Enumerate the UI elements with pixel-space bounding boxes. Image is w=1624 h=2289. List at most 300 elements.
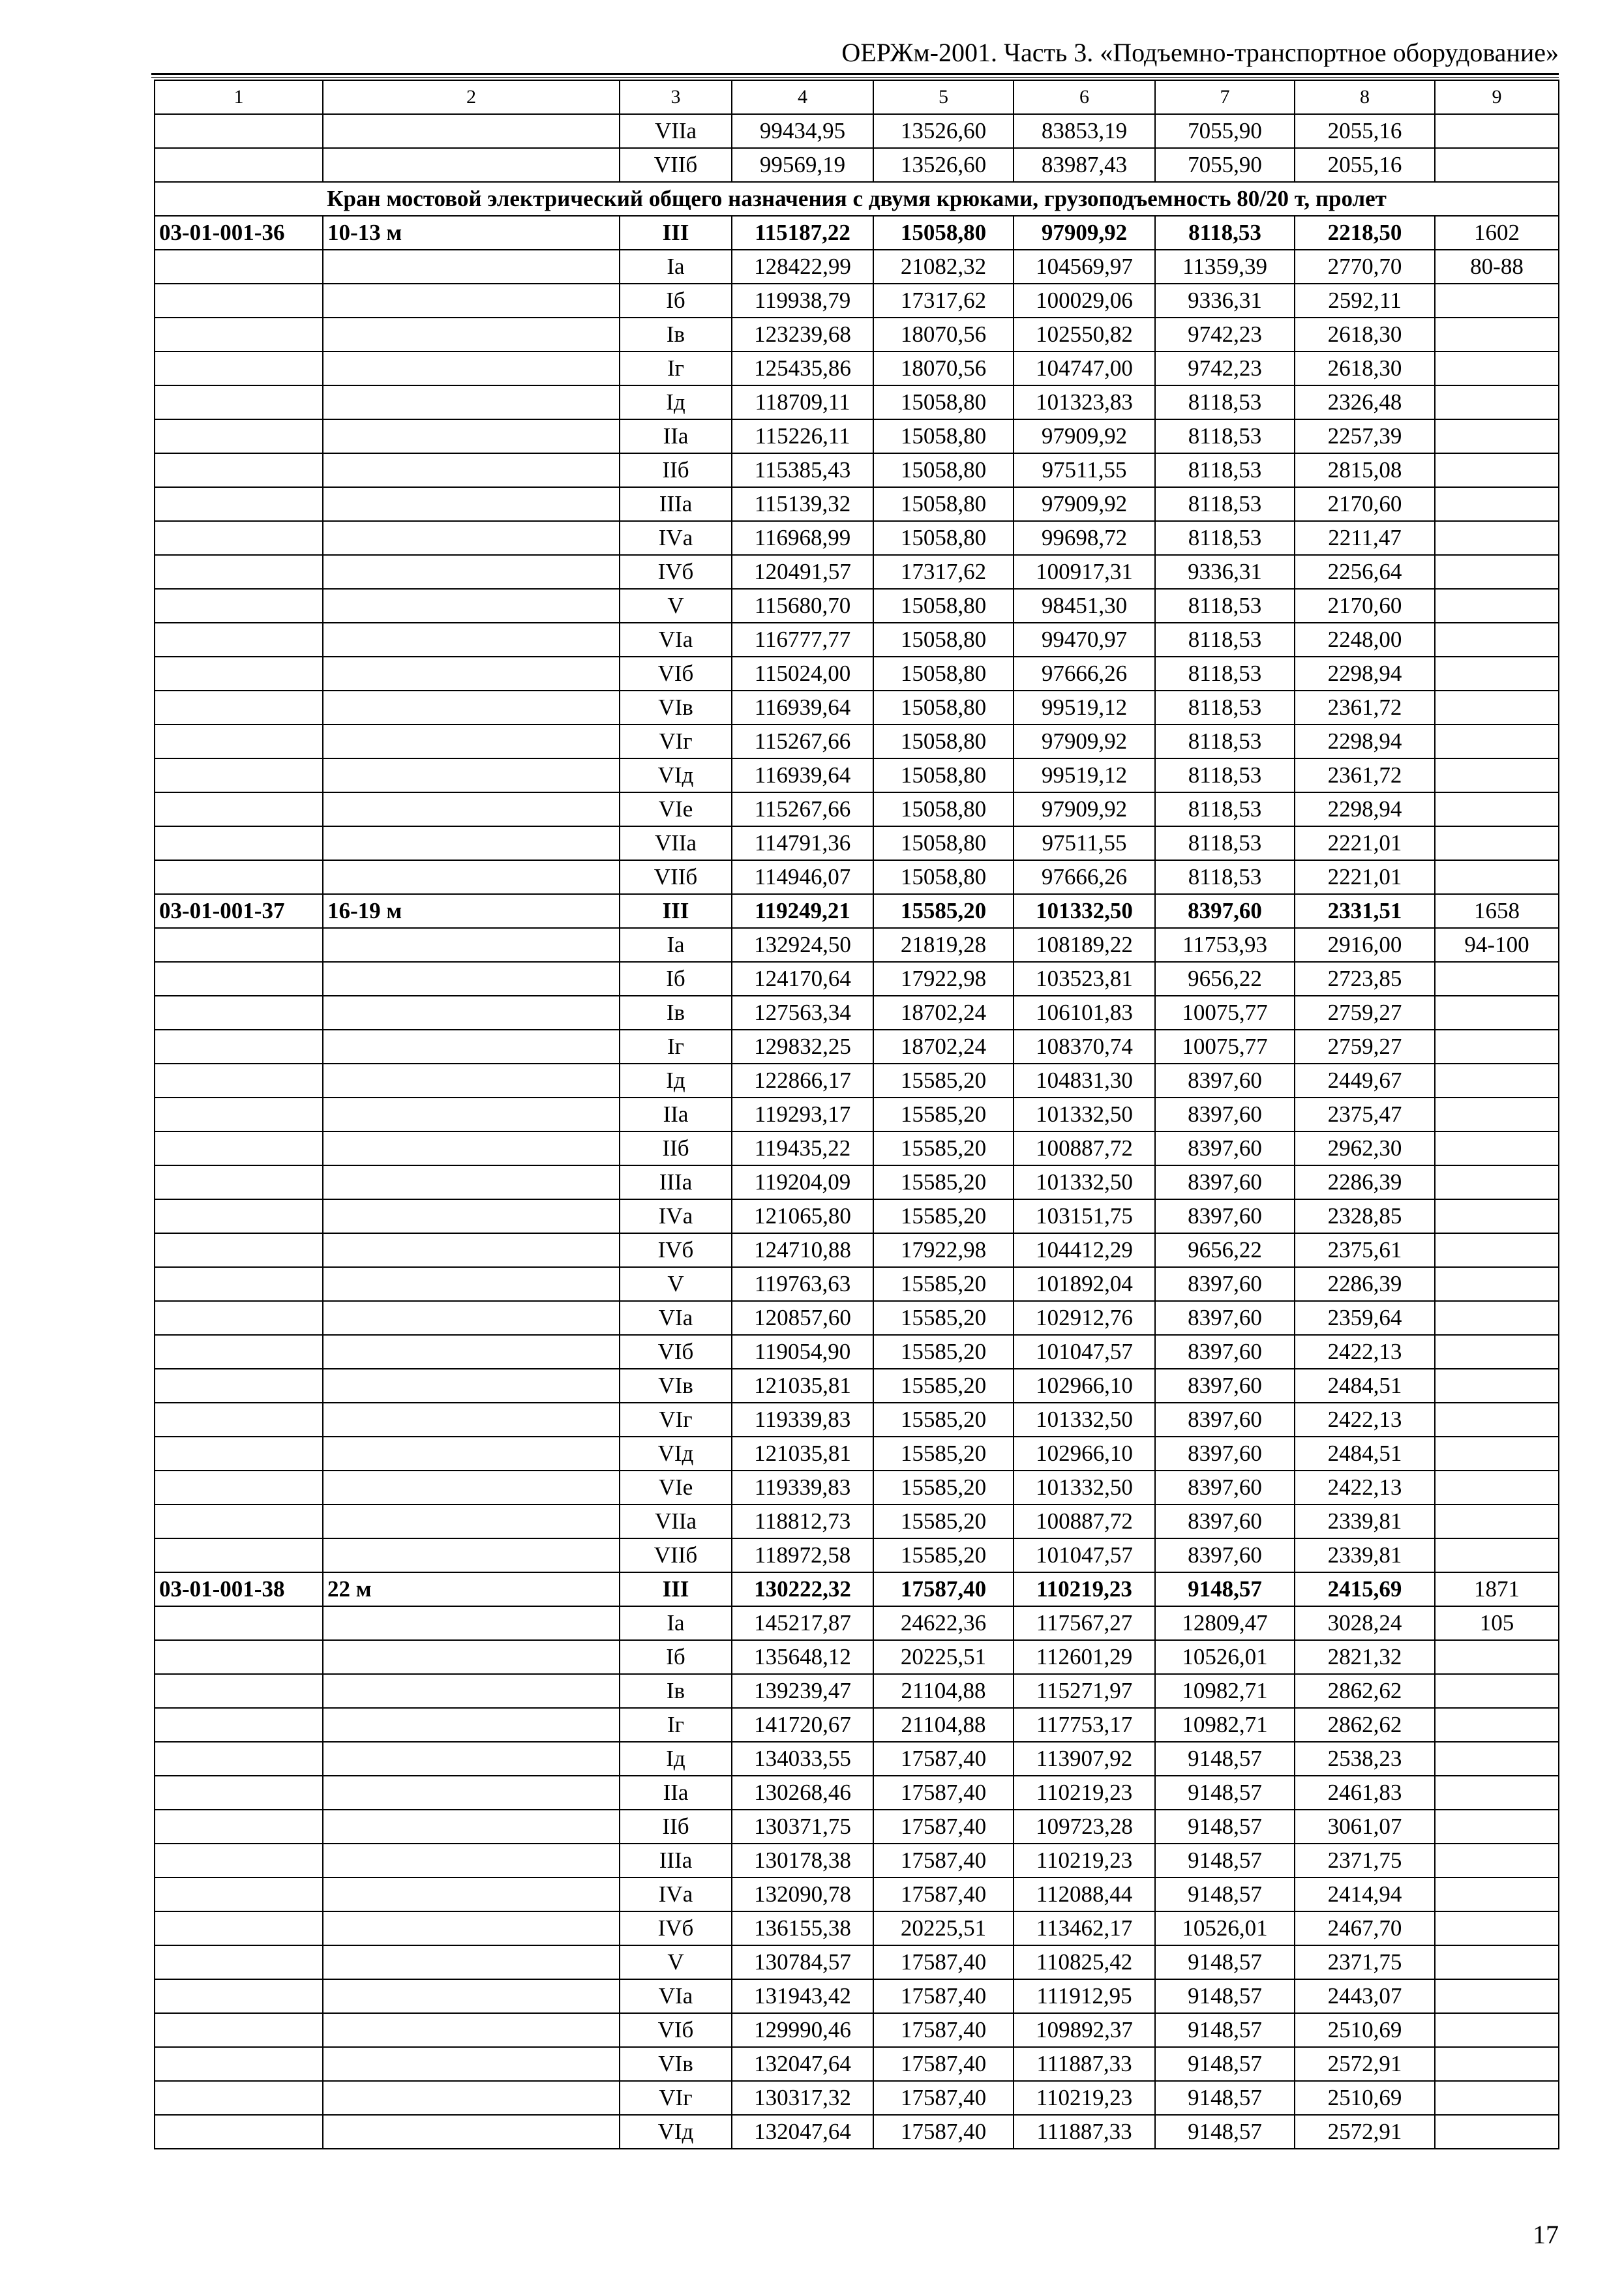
value-cell: Iв (620, 318, 732, 352)
value-cell: 2286,39 (1295, 1165, 1435, 1199)
value-cell: 2484,51 (1295, 1369, 1435, 1403)
col9-cell (1435, 1504, 1559, 1538)
value-cell: 17922,98 (873, 1233, 1014, 1267)
value-cell: 120491,57 (732, 555, 873, 589)
span-cell (323, 1844, 620, 1878)
span-cell (323, 1708, 620, 1742)
value-cell: 118972,58 (732, 1538, 873, 1572)
span-cell (323, 1301, 620, 1335)
table-row (155, 2013, 1559, 2047)
value-cell: 8118,53 (1155, 589, 1295, 623)
table-row (155, 792, 1559, 826)
value-cell: 10982,71 (1155, 1708, 1295, 1742)
value-cell: 8118,53 (1155, 725, 1295, 758)
value-cell: 2375,61 (1295, 1233, 1435, 1267)
table-row (155, 1674, 1559, 1708)
value-cell: 99434,95 (732, 114, 873, 148)
code-cell (155, 1437, 323, 1471)
code-cell (155, 148, 323, 182)
value-cell: 2298,94 (1295, 792, 1435, 826)
value-cell: 2916,00 (1295, 928, 1435, 962)
code-cell (155, 1098, 323, 1131)
value-cell: 12809,47 (1155, 1606, 1295, 1640)
col9-cell (1435, 1911, 1559, 1945)
value-cell: 119249,21 (732, 894, 873, 928)
value-cell: 13526,60 (873, 148, 1014, 182)
value-cell: 8118,53 (1155, 487, 1295, 521)
table-row (155, 555, 1559, 589)
value-cell: 101332,50 (1014, 1471, 1155, 1504)
value-cell: 2371,75 (1295, 1945, 1435, 1979)
col9-cell (1435, 758, 1559, 792)
value-cell: 128422,99 (732, 250, 873, 284)
value-cell: IVб (620, 1233, 732, 1267)
value-cell: 2821,32 (1295, 1640, 1435, 1674)
value-cell: 15058,80 (873, 453, 1014, 487)
col9-cell (1435, 2081, 1559, 2115)
col9-cell (1435, 657, 1559, 691)
value-cell: 136155,38 (732, 1911, 873, 1945)
table-row (155, 894, 1559, 928)
value-cell: 2422,13 (1295, 1471, 1435, 1504)
value-cell: 100917,31 (1014, 555, 1155, 589)
table-row (155, 1945, 1559, 1979)
span-cell (323, 860, 620, 894)
span-cell (323, 792, 620, 826)
value-cell: 104569,97 (1014, 250, 1155, 284)
col9-cell (1435, 2115, 1559, 2149)
code-cell (155, 1335, 323, 1369)
value-cell: 2449,67 (1295, 1064, 1435, 1098)
span-cell (323, 623, 620, 657)
span-cell (323, 453, 620, 487)
value-cell: 101047,57 (1014, 1538, 1155, 1572)
span-cell (323, 352, 620, 385)
col9-cell (1435, 1233, 1559, 1267)
value-cell: 2361,72 (1295, 758, 1435, 792)
table-row (155, 928, 1559, 962)
value-cell: 9148,57 (1155, 1810, 1295, 1844)
value-cell: 130317,32 (732, 2081, 873, 2115)
value-cell: 2170,60 (1295, 487, 1435, 521)
value-cell: 2422,13 (1295, 1335, 1435, 1369)
value-cell: 7055,90 (1155, 114, 1295, 148)
value-cell: 9148,57 (1155, 2081, 1295, 2115)
value-cell: 8397,60 (1155, 1437, 1295, 1471)
value-cell: Iд (620, 1742, 732, 1776)
value-cell: III (620, 216, 732, 250)
value-cell: 15058,80 (873, 725, 1014, 758)
value-cell: 113907,92 (1014, 1742, 1155, 1776)
value-cell: Iб (620, 1640, 732, 1674)
code-cell (155, 725, 323, 758)
value-cell: VIIа (620, 114, 732, 148)
value-cell: 110219,23 (1014, 1844, 1155, 1878)
span-cell (323, 1606, 620, 1640)
value-cell: 115226,11 (732, 419, 873, 453)
col9-cell (1435, 1878, 1559, 1911)
value-cell: 3061,07 (1295, 1810, 1435, 1844)
value-cell: 2339,81 (1295, 1538, 1435, 1572)
col9-cell: 1658 (1435, 894, 1559, 928)
value-cell: 17587,40 (873, 1979, 1014, 2013)
value-cell: 121035,81 (732, 1369, 873, 1403)
value-cell: 2415,69 (1295, 1572, 1435, 1606)
value-cell: 21082,32 (873, 250, 1014, 284)
col9-cell (1435, 2013, 1559, 2047)
value-cell: 130268,46 (732, 1776, 873, 1810)
value-cell: 8118,53 (1155, 419, 1295, 453)
value-cell: 8397,60 (1155, 1403, 1295, 1437)
code-cell (155, 657, 323, 691)
value-cell: 2414,94 (1295, 1878, 1435, 1911)
col9-cell (1435, 1267, 1559, 1301)
col9-cell (1435, 1810, 1559, 1844)
value-cell: Iа (620, 1606, 732, 1640)
value-cell: 97666,26 (1014, 657, 1155, 691)
value-cell: 104412,29 (1014, 1233, 1155, 1267)
table-row (155, 1979, 1559, 2013)
col9-cell: 105 (1435, 1606, 1559, 1640)
code-cell (155, 623, 323, 657)
value-cell: 139239,47 (732, 1674, 873, 1708)
value-cell: 2484,51 (1295, 1437, 1435, 1471)
value-cell: 20225,51 (873, 1911, 1014, 1945)
col9-cell (1435, 1708, 1559, 1742)
col9-cell (1435, 1098, 1559, 1131)
span-cell (323, 385, 620, 419)
value-cell: 15058,80 (873, 691, 1014, 725)
value-cell: 9148,57 (1155, 2115, 1295, 2149)
table-row (155, 758, 1559, 792)
span-cell (323, 691, 620, 725)
value-cell: VIа (620, 1979, 732, 2013)
value-cell: 2286,39 (1295, 1267, 1435, 1301)
value-cell: 101047,57 (1014, 1335, 1155, 1369)
code-cell (155, 1199, 323, 1233)
value-cell: 2510,69 (1295, 2013, 1435, 2047)
value-cell: 110219,23 (1014, 1572, 1155, 1606)
value-cell: Iв (620, 996, 732, 1030)
col9-cell (1435, 419, 1559, 453)
value-cell: IVб (620, 1911, 732, 1945)
value-cell: 15585,20 (873, 894, 1014, 928)
value-cell: 2862,62 (1295, 1708, 1435, 1742)
table-row (155, 1572, 1559, 1606)
value-cell: 101332,50 (1014, 1403, 1155, 1437)
table-row (155, 1199, 1559, 1233)
table-row (155, 1098, 1559, 1131)
value-cell: 17317,62 (873, 284, 1014, 318)
value-cell: 9148,57 (1155, 1945, 1295, 1979)
value-cell: 15585,20 (873, 1131, 1014, 1165)
value-cell: 115267,66 (732, 725, 873, 758)
value-cell: VIа (620, 623, 732, 657)
value-cell: 15585,20 (873, 1538, 1014, 1572)
value-cell: 99569,19 (732, 148, 873, 182)
col9-cell (1435, 1471, 1559, 1504)
value-cell: IVб (620, 555, 732, 589)
span-cell (323, 1878, 620, 1911)
value-cell: 2572,91 (1295, 2047, 1435, 2081)
code-cell (155, 1776, 323, 1810)
table-row (155, 826, 1559, 860)
table-row (155, 284, 1559, 318)
code-cell: 03-01-001-36 (155, 216, 323, 250)
code-cell (155, 114, 323, 148)
table-body (155, 80, 1559, 2149)
value-cell: 2221,01 (1295, 826, 1435, 860)
span-cell (323, 1369, 620, 1403)
value-cell: 8118,53 (1155, 758, 1295, 792)
value-cell: VIв (620, 2047, 732, 2081)
value-cell: VIв (620, 691, 732, 725)
table-row (155, 2047, 1559, 2081)
span-cell (323, 1945, 620, 1979)
value-cell: 118812,73 (732, 1504, 873, 1538)
column-number-row (155, 80, 1559, 114)
value-cell: 18070,56 (873, 352, 1014, 385)
col9-cell (1435, 1335, 1559, 1369)
value-cell: 100029,06 (1014, 284, 1155, 318)
code-cell: 03-01-001-38 (155, 1572, 323, 1606)
header-rule-thick (151, 73, 1559, 75)
table-row (155, 453, 1559, 487)
column-number: 9 (1435, 80, 1559, 114)
col9-cell (1435, 1979, 1559, 2013)
table-row (155, 318, 1559, 352)
col9-cell (1435, 860, 1559, 894)
value-cell: 119054,90 (732, 1335, 873, 1369)
span-cell (323, 1064, 620, 1098)
span-cell (323, 1504, 620, 1538)
value-cell: 2962,30 (1295, 1131, 1435, 1165)
value-cell: 10526,01 (1155, 1640, 1295, 1674)
value-cell: 15058,80 (873, 589, 1014, 623)
value-cell: 119339,83 (732, 1471, 873, 1504)
value-cell: 10526,01 (1155, 1911, 1295, 1945)
value-cell: 15585,20 (873, 1301, 1014, 1335)
table-row (155, 1267, 1559, 1301)
value-cell: 83987,43 (1014, 148, 1155, 182)
span-cell (323, 996, 620, 1030)
table-row (155, 1776, 1559, 1810)
value-cell: 116777,77 (732, 623, 873, 657)
value-cell: 2770,70 (1295, 250, 1435, 284)
code-cell (155, 1945, 323, 1979)
code-cell (155, 1233, 323, 1267)
span-cell (323, 284, 620, 318)
value-cell: 15585,20 (873, 1098, 1014, 1131)
value-cell: 98451,30 (1014, 589, 1155, 623)
value-cell: 2328,85 (1295, 1199, 1435, 1233)
span-cell (323, 555, 620, 589)
value-cell: 109723,28 (1014, 1810, 1155, 1844)
table-row (155, 1504, 1559, 1538)
span-cell (323, 1776, 620, 1810)
value-cell: 9656,22 (1155, 1233, 1295, 1267)
table-row (155, 1165, 1559, 1199)
span-cell (323, 1131, 620, 1165)
table-row (155, 1233, 1559, 1267)
value-cell: Iг (620, 1030, 732, 1064)
code-cell (155, 962, 323, 996)
col9-cell (1435, 148, 1559, 182)
col9-cell (1435, 725, 1559, 758)
span-cell (323, 1437, 620, 1471)
value-cell: 2298,94 (1295, 657, 1435, 691)
value-cell: 8118,53 (1155, 521, 1295, 555)
value-cell: 8397,60 (1155, 1471, 1295, 1504)
value-cell: 115271,97 (1014, 1674, 1155, 1708)
value-cell: 117753,17 (1014, 1708, 1155, 1742)
value-cell: 108370,74 (1014, 1030, 1155, 1064)
table-row (155, 1131, 1559, 1165)
value-cell: 119763,63 (732, 1267, 873, 1301)
value-cell: IIб (620, 453, 732, 487)
value-cell: 134033,55 (732, 1742, 873, 1776)
code-cell (155, 1403, 323, 1437)
value-cell: 119204,09 (732, 1165, 873, 1199)
table-row (155, 1437, 1559, 1471)
value-cell: 101332,50 (1014, 1098, 1155, 1131)
table-row (155, 1335, 1559, 1369)
code-cell (155, 318, 323, 352)
value-cell: 119938,79 (732, 284, 873, 318)
table-row (155, 860, 1559, 894)
span-cell (323, 1267, 620, 1301)
value-cell: 2618,30 (1295, 318, 1435, 352)
value-cell: 9148,57 (1155, 2047, 1295, 2081)
span-cell (323, 318, 620, 352)
col9-cell (1435, 962, 1559, 996)
col9-cell (1435, 1064, 1559, 1098)
column-number: 6 (1014, 80, 1155, 114)
value-cell: IIа (620, 1776, 732, 1810)
span-cell (323, 2115, 620, 2149)
value-cell: VIIб (620, 860, 732, 894)
value-cell: 110219,23 (1014, 2081, 1155, 2115)
value-cell: 115385,43 (732, 453, 873, 487)
table-row (155, 385, 1559, 419)
code-cell (155, 928, 323, 962)
value-cell: 121065,80 (732, 1199, 873, 1233)
code-cell (155, 1844, 323, 1878)
value-cell: 17587,40 (873, 1572, 1014, 1606)
value-cell: VIIб (620, 1538, 732, 1572)
value-cell: 15058,80 (873, 826, 1014, 860)
table-row (155, 1708, 1559, 1742)
value-cell: 9148,57 (1155, 1776, 1295, 1810)
value-cell: 135648,12 (732, 1640, 873, 1674)
col9-cell (1435, 1674, 1559, 1708)
value-cell: 15585,20 (873, 1471, 1014, 1504)
column-number: 1 (155, 80, 323, 114)
value-cell: 130222,32 (732, 1572, 873, 1606)
code-cell (155, 1165, 323, 1199)
col9-cell: 94-100 (1435, 928, 1559, 962)
table-row (155, 1403, 1559, 1437)
value-cell: 2211,47 (1295, 521, 1435, 555)
column-number: 2 (323, 80, 620, 114)
span-cell (323, 521, 620, 555)
col9-cell (1435, 1165, 1559, 1199)
code-cell (155, 250, 323, 284)
col9-cell: 1602 (1435, 216, 1559, 250)
table-row (155, 352, 1559, 385)
value-cell: 118709,11 (732, 385, 873, 419)
span-cell (323, 487, 620, 521)
value-cell: 101332,50 (1014, 894, 1155, 928)
column-number: 8 (1295, 80, 1435, 114)
value-cell: 2331,51 (1295, 894, 1435, 928)
col9-cell (1435, 284, 1559, 318)
value-cell: 9148,57 (1155, 1844, 1295, 1878)
value-cell: 132047,64 (732, 2115, 873, 2149)
value-cell: IIа (620, 419, 732, 453)
value-cell: 121035,81 (732, 1437, 873, 1471)
value-cell: 132090,78 (732, 1878, 873, 1911)
value-cell: 2723,85 (1295, 962, 1435, 996)
span-cell (323, 114, 620, 148)
table-row (155, 216, 1559, 250)
value-cell: Iв (620, 1674, 732, 1708)
span-cell (323, 2013, 620, 2047)
section-title: Кран мостовой электрический общего назначения с двумя крюками, грузоподъемность 80/20 т, пролет (155, 182, 1559, 216)
value-cell: 111887,33 (1014, 2115, 1155, 2149)
value-cell: 2759,27 (1295, 996, 1435, 1030)
table-row (155, 1810, 1559, 1844)
table-row (155, 657, 1559, 691)
span-cell (323, 1199, 620, 1233)
value-cell: 2339,81 (1295, 1504, 1435, 1538)
span-cell (323, 1538, 620, 1572)
value-cell: 132924,50 (732, 928, 873, 962)
value-cell: 8397,60 (1155, 1064, 1295, 1098)
code-cell (155, 453, 323, 487)
code-cell (155, 758, 323, 792)
code-cell (155, 1267, 323, 1301)
value-cell: 116939,64 (732, 691, 873, 725)
value-cell: 17587,40 (873, 1844, 1014, 1878)
span-cell (323, 1165, 620, 1199)
value-cell: 15585,20 (873, 1369, 1014, 1403)
code-cell (155, 1538, 323, 1572)
value-cell: 15058,80 (873, 419, 1014, 453)
value-cell: 8118,53 (1155, 623, 1295, 657)
value-cell: 17587,40 (873, 2115, 1014, 2149)
code-cell (155, 1471, 323, 1504)
value-cell: 8118,53 (1155, 826, 1295, 860)
span-cell (323, 928, 620, 962)
value-cell: 2361,72 (1295, 691, 1435, 725)
value-cell: 112088,44 (1014, 1878, 1155, 1911)
value-cell: 97909,92 (1014, 487, 1155, 521)
value-cell: 15585,20 (873, 1267, 1014, 1301)
table-row (155, 1878, 1559, 1911)
table-row (155, 148, 1559, 182)
table-row (155, 2081, 1559, 2115)
value-cell: 130371,75 (732, 1810, 873, 1844)
value-cell: 15585,20 (873, 1064, 1014, 1098)
value-cell: 100887,72 (1014, 1131, 1155, 1165)
col9-cell (1435, 1640, 1559, 1674)
value-cell: 2815,08 (1295, 453, 1435, 487)
value-cell: 103523,81 (1014, 962, 1155, 996)
column-number: 4 (732, 80, 873, 114)
value-cell: VIб (620, 657, 732, 691)
span-cell (323, 1098, 620, 1131)
